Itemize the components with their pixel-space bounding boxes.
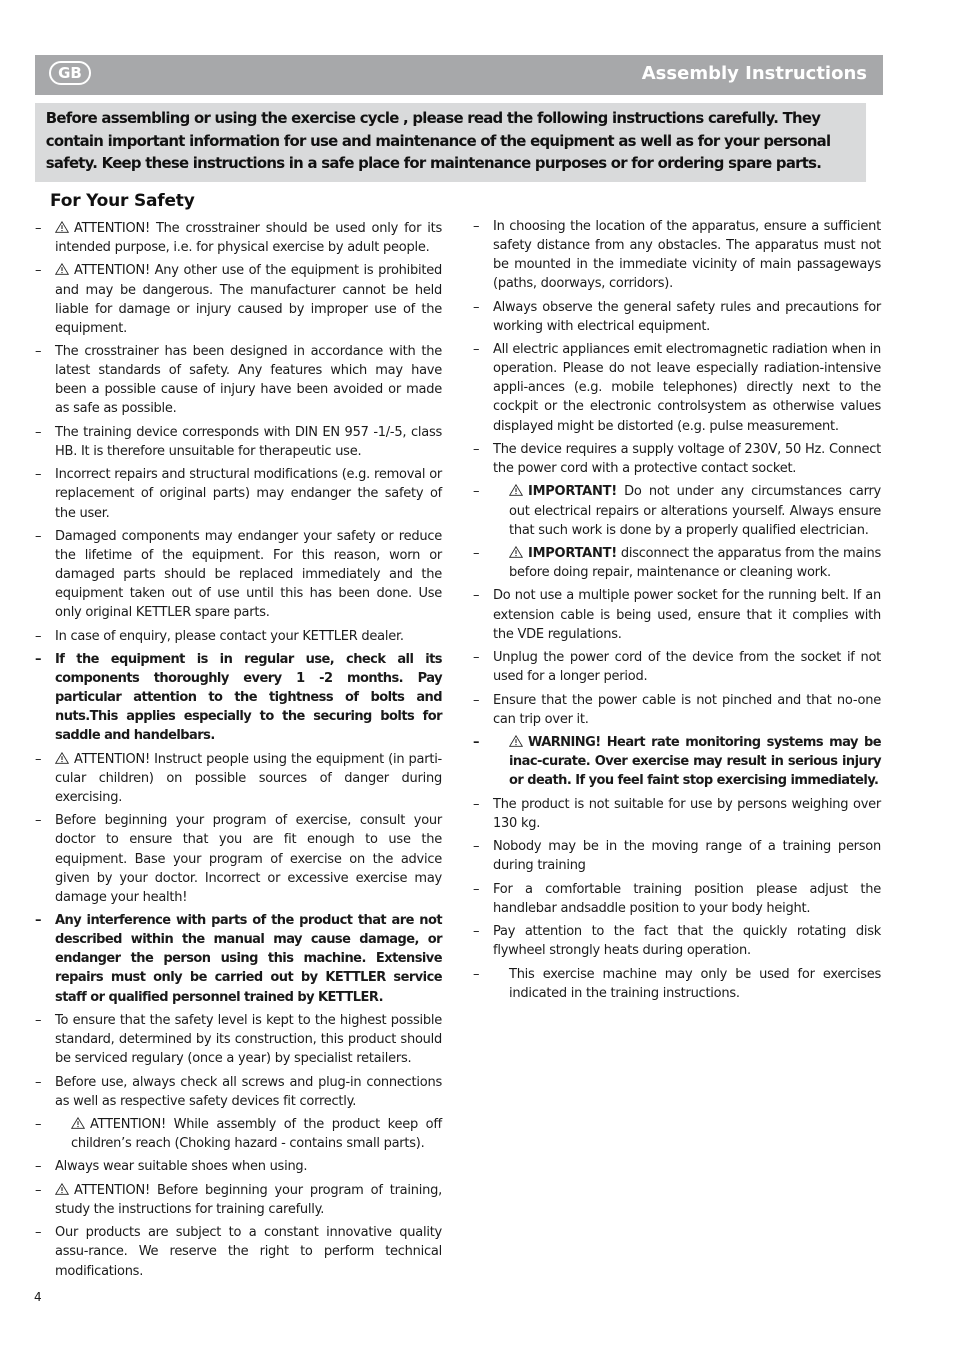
safety-item [35, 1115, 442, 1153]
item-text: ATTENTION! Any other use of the equipment is prohibited and may be dangerous. The manufacturer cannot be held liable for damage or injury caused by improper use of the equipment. [55, 263, 442, 336]
list-dash: – [35, 1074, 42, 1090]
warning-triangle-icon [509, 484, 523, 496]
list-dash: – [473, 342, 480, 358]
list-dash: – [35, 344, 42, 360]
safety-item [35, 219, 442, 257]
item-text: Before use, always check all screws and plug-in connections as well as respective safety devices fit correctly. [55, 1074, 442, 1109]
item-text: In case of enquiry, please contact your KETTLER dealer. [55, 628, 404, 644]
list-dash: – [473, 545, 480, 561]
page-title: Assembly Instructions [641, 63, 867, 84]
item-text: The product is not suitable for use by persons weighing over 130 kg. [493, 796, 881, 831]
section-title: For Your Safety [50, 191, 195, 211]
item-text: The device requires a supply voltage of 230V, 50 Hz. Connect the power cord with a protective contact socket. [493, 441, 881, 477]
safety-item [35, 911, 442, 1006]
list-dash: – [473, 219, 480, 234]
item-text: Always observe the general safety rules and precautions for working with electrical equipment. [493, 299, 881, 334]
list-dash: – [35, 1012, 42, 1028]
item-text: This exercise machine may only be used for exercises indicated in the training instructions. [509, 966, 881, 1001]
list-dash: – [35, 528, 42, 544]
item-text: The crosstrainer has been designed in accordance with the latest standards of safety. Any features which may have been a possible cause of injury have been avoided or made as safe as possible. [55, 344, 442, 417]
safety-item [473, 482, 881, 539]
safety-item [35, 1073, 442, 1111]
item-text: Always wear suitable shoes when using. [55, 1159, 308, 1175]
safety-item [35, 261, 442, 337]
safety-item [35, 1157, 442, 1176]
item-text: If the equipment is in regular use, check all its components thoroughly every 1 -2 months. Pay particular attention to the tightness of bolts and nuts.This applies especially to the securing bolts for saddle and handelbars. [55, 652, 442, 744]
list-dash: – [473, 692, 480, 708]
item-lead: IMPORTANT! [528, 545, 617, 561]
list-dash: – [473, 839, 480, 855]
list-dash: – [35, 1159, 42, 1175]
list-dash: – [35, 652, 41, 668]
safety-item [35, 1011, 442, 1068]
item-text: ATTENTION! While assembly of the product keep off children’s reach (Choking hazard - contains small parts). [71, 1116, 442, 1152]
right-column [473, 217, 881, 1007]
item-text: Our products are subject to a constant innovative quality assu-rance. We reserve the right to perform technical modifications. [55, 1225, 442, 1279]
safety-item [473, 217, 881, 293]
item-text: disconnect the apparatus from the mains before doing repair, maintenance or cleaning work. [509, 545, 881, 581]
safety-item [473, 586, 881, 643]
safety-item [35, 750, 442, 807]
list-dash: – [35, 1182, 42, 1198]
list-dash: – [473, 484, 480, 500]
item-text: ATTENTION! The crosstrainer should be used only for its intended purpose, i.e. for physical exercise by adult people. [55, 221, 442, 256]
safety-item [473, 340, 881, 435]
list-dash: – [473, 966, 480, 982]
list-dash: – [473, 924, 480, 940]
warning-triangle-icon [55, 221, 69, 233]
list-dash: – [35, 628, 42, 644]
list-dash: – [473, 796, 480, 812]
item-text: Do not use a multiple power socket for the running belt. If an extension cable is being used, ensure that it complies with the VDE regulations. [493, 588, 881, 642]
item-text: Ensure that the power cable is not pinched and that no-one can trip over it. [493, 692, 881, 727]
safety-item [35, 650, 442, 745]
item-text: Nobody may be in the moving range of a training person during training [493, 839, 881, 874]
page-number: 4 [34, 1290, 42, 1304]
item-text: For a comfortable training position please adjust the handlebar andsaddle position to your body height. [493, 881, 881, 916]
safety-item [35, 1181, 442, 1219]
list-dash: – [35, 1225, 42, 1241]
list-dash: – [35, 263, 42, 279]
warning-triangle-icon [509, 735, 523, 747]
item-lead: IMPORTANT! [528, 484, 617, 500]
safety-item [35, 423, 442, 461]
item-text: Before beginning your program of exercise, consult your doctor to ensure that you are fit enough to use the equipment. Base your program of exercise on the advice given by your doctor. Incorrect or excessive exercise may damage your health! [55, 813, 442, 905]
safety-item [473, 880, 881, 918]
item-text: To ensure that the safety level is kept to the highest possible standard, determined by its construction, this product should be serviced regulary (once a year) by specialist retailers. [55, 1012, 442, 1067]
left-column [35, 219, 442, 1285]
item-text: WARNING! Heart rate monitoring systems may be inac-curate. Over exercise may result in serious injury or death. If you feel faint stop exercising immediately. [509, 735, 881, 789]
safety-item [35, 527, 442, 622]
item-text: Incorrect repairs and structural modifications (e.g. removal or replacement of original parts) may endanger the safety of the user. [55, 467, 442, 521]
item-text: Pay attention to the fact that the quickly rotating disk flywheel strongly heats during operation. [493, 924, 881, 959]
item-text: All electric appliances emit electromagnetic radiation when in operation. Please do not leave especially radiation-intensive appli-ances (e.g. mobile telephones) directly next to the cockpit or the electronic controlsystem as otherwise values displayed might be distorted (e.g. pulse measurement. [493, 342, 881, 434]
safety-item [35, 627, 442, 646]
safety-item [35, 465, 442, 522]
warning-triangle-icon [71, 1117, 85, 1129]
warning-triangle-icon [55, 1183, 69, 1195]
item-text: Damaged components may endanger your safety or reduce the lifetime of the equipment. For this reason, worn or damaged parts should be replaced immediately and the equipment taken out of use until this has been done. Use only original KETTLER spare parts. [55, 528, 442, 621]
item-text: ATTENTION! Before beginning your program of training, study the instructions for training carefully. [55, 1182, 442, 1217]
item-text: Unplug the power cord of the device from the socket if not used for a longer period. [493, 650, 881, 685]
language-badge: GB [49, 61, 91, 85]
item-text: The training device corresponds with DIN EN 957 -1/-5, class HB. It is therefore unsuitable for therapeutic use. [55, 424, 442, 459]
item-text: Do not under any circumstances carry out electrical repairs or alterations yourself. Always ensure that such work is done by a properly qualified electrician. [509, 484, 881, 538]
list-dash: – [35, 813, 42, 829]
list-dash: – [473, 735, 479, 751]
safety-item [473, 691, 881, 729]
list-dash: – [35, 424, 42, 440]
safety-item [473, 795, 881, 833]
item-text: ATTENTION! Instruct people using the equipment (in parti-cular children) on possible sources of danger during exercising. [55, 751, 442, 805]
warning-triangle-icon [55, 752, 69, 764]
warning-triangle-icon [509, 546, 523, 558]
list-dash: – [35, 221, 42, 236]
item-text: Any interference with parts of the product that are not described within the manual may cause damage, or endanger the person using this machine. Extensive repairs must only be carried out by KETTLER service staff or qualified personnel trained by KETTLER. [55, 913, 442, 1005]
safety-item [473, 965, 881, 1003]
safety-item [473, 837, 881, 875]
intro-notice: Before assembling or using the exercise cycle , please read the following instructions carefully. They contain important information for use and maintenance of the equipment as well as for your personal safety. Keep these instructions in a safe place for maintenance purposes or for ordering spare parts. [35, 103, 866, 182]
list-dash: – [473, 299, 480, 315]
list-dash: – [35, 913, 41, 929]
warning-triangle-icon [55, 263, 69, 275]
header-bar [35, 55, 883, 95]
safety-item [473, 544, 881, 582]
list-dash: – [35, 751, 42, 767]
list-dash: – [473, 588, 480, 604]
safety-item [473, 648, 881, 686]
safety-item [35, 342, 442, 418]
list-dash: – [35, 1116, 42, 1132]
safety-item [473, 922, 881, 960]
safety-item [35, 811, 442, 906]
safety-item [473, 298, 881, 336]
list-dash: – [473, 881, 480, 897]
safety-item [473, 733, 881, 790]
list-dash: – [473, 650, 480, 666]
item-text: In choosing the location of the apparatus, ensure a sufficient safety distance from any obstacles. The apparatus must not be mounted in the immediate vicinity of main passageways (paths, doorways, corridors). [493, 219, 881, 292]
list-dash: – [473, 441, 480, 457]
list-dash: – [35, 467, 42, 483]
safety-item [35, 1223, 442, 1280]
safety-item [473, 440, 881, 478]
